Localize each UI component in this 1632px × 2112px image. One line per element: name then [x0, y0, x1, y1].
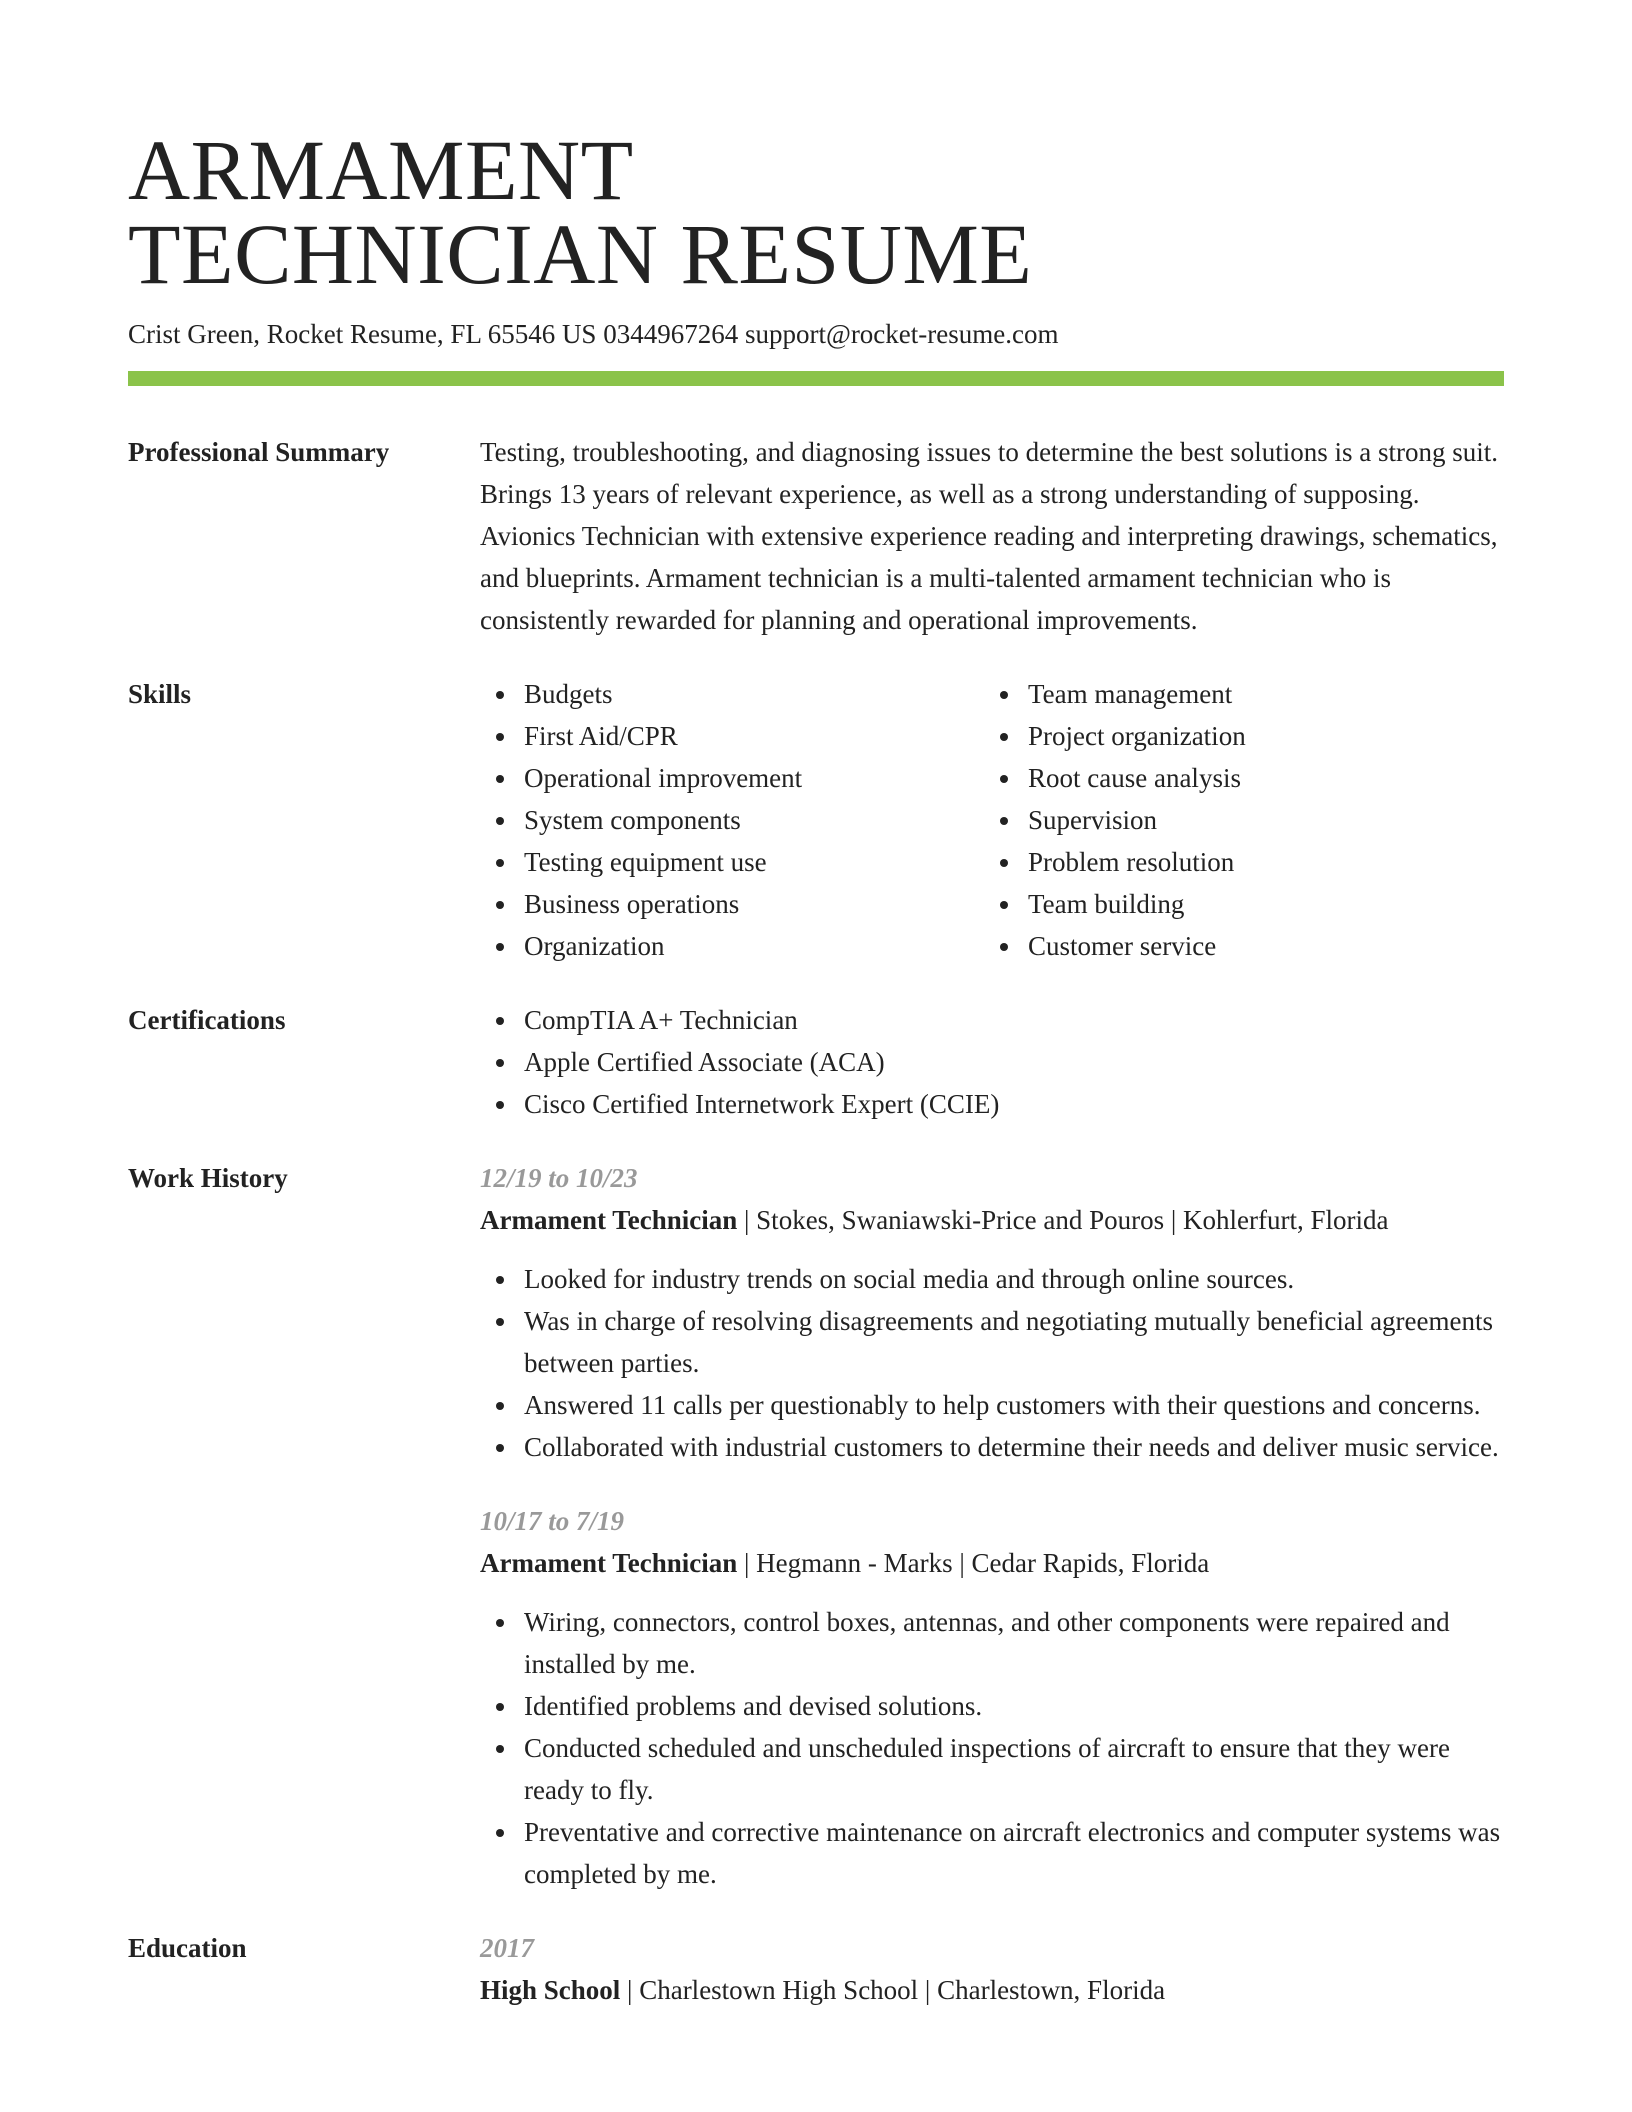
- skills-label: Skills: [128, 679, 192, 709]
- job-bullets: [480, 1601, 1504, 1895]
- job-bullet: Collaborated with industrial customers to determine their needs and deliver music service.: [480, 1426, 1504, 1468]
- job-role: Armament Technician: [480, 1548, 738, 1578]
- job-bullets: [480, 1258, 1504, 1468]
- skill-item: Team building: [984, 883, 1488, 925]
- summary-section: [128, 431, 1504, 641]
- certification-item: CompTIA A+ Technician: [480, 999, 1504, 1041]
- job-bullet: Was in charge of resolving disagreements and negotiating mutually beneficial agreements between parties.: [480, 1300, 1504, 1384]
- certifications-list: [480, 999, 1504, 1125]
- job-entry: [480, 1500, 1504, 1895]
- skill-item: Operational improvement: [480, 757, 984, 799]
- certification-item: Apple Certified Associate (ACA): [480, 1041, 1504, 1083]
- certifications-section: [128, 999, 1504, 1125]
- job-bullet: Conducted scheduled and unscheduled inspections of aircraft to ensure that they were ready to fly.: [480, 1727, 1504, 1811]
- education-body: [480, 1927, 1504, 2011]
- job-bullet: Wiring, connectors, control boxes, antennas, and other components were repaired and installed by me.: [480, 1601, 1504, 1685]
- education-degree: High School: [480, 1975, 621, 2005]
- skill-item: Problem resolution: [984, 841, 1488, 883]
- summary-label: Professional Summary: [128, 437, 390, 467]
- resume-title: [128, 122, 1504, 302]
- work-history-body: [480, 1157, 1504, 1895]
- skills-section: [128, 673, 1504, 967]
- job-heading: [480, 1199, 1504, 1241]
- education-label: Education: [128, 1933, 247, 1963]
- skills-column-1: [480, 673, 984, 967]
- skills-column-2: [984, 673, 1488, 967]
- skill-item: Supervision: [984, 799, 1488, 841]
- job-bullet: Looked for industry trends on social media and through online sources.: [480, 1258, 1504, 1300]
- skill-item: Business operations: [480, 883, 984, 925]
- job-details: | Stokes, Swaniawski-Price and Pouros | Kohlerfurt, Florida: [737, 1205, 1389, 1235]
- work-history-label: Work History: [128, 1163, 288, 1193]
- resume-page: [128, 122, 1504, 2011]
- job-entry: [480, 1157, 1504, 1468]
- skill-item: Customer service: [984, 925, 1488, 967]
- summary-text: Testing, troubleshooting, and diagnosing issues to determine the best solutions is a strong suit. Brings 13 years of relevant experience, as well as a strong understanding of supposing. Avionics Technician with extensive experience reading and interpreting drawings, schematics, and blueprints. Armament technician is a multi-talented armament technician who is consistently rewarded for planning and operational improvements.: [480, 437, 1499, 635]
- job-dates: 12/19 to 10/23: [480, 1163, 638, 1193]
- job-role: Armament Technician: [480, 1205, 738, 1235]
- skill-item: Budgets: [480, 673, 984, 715]
- job-bullet: Preventative and corrective maintenance on aircraft electronics and computer systems was completed by me.: [480, 1811, 1504, 1895]
- job-bullet: Answered 11 calls per questionably to help customers with their questions and concerns.: [480, 1384, 1504, 1426]
- skill-item: Team management: [984, 673, 1488, 715]
- education-year: 2017: [480, 1933, 534, 1963]
- job-details: | Hegmann - Marks | Cedar Rapids, Florida: [737, 1548, 1210, 1578]
- certifications-label: Certifications: [128, 1005, 286, 1035]
- skills-columns: [480, 673, 1504, 967]
- contact-info: Crist Green, Rocket Resume, FL 65546 US 0344967264 support@rocket-resume.com: [128, 319, 1059, 349]
- skill-item: Project organization: [984, 715, 1488, 757]
- education-section: [128, 1927, 1504, 2011]
- job-dates: 10/17 to 7/19: [480, 1506, 625, 1536]
- accent-divider: [128, 371, 1504, 386]
- skill-item: Root cause analysis: [984, 757, 1488, 799]
- skill-item: Testing equipment use: [480, 841, 984, 883]
- certification-item: Cisco Certified Internetwork Expert (CCIE): [480, 1083, 1504, 1125]
- title-line-2: TECHNICIAN RESUME: [128, 206, 1033, 302]
- job-heading: [480, 1542, 1504, 1584]
- education-details: | Charlestown High School | Charlestown, Florida: [620, 1975, 1166, 2005]
- title-line-1: ARMAMENT: [128, 122, 634, 218]
- skill-item: Organization: [480, 925, 984, 967]
- education-heading: [480, 1969, 1504, 2011]
- job-bullet: Identified problems and devised solutions.: [480, 1685, 1504, 1727]
- skill-item: System components: [480, 799, 984, 841]
- certifications-body: [480, 999, 1504, 1125]
- work-history-section: [128, 1157, 1504, 1895]
- skill-item: First Aid/CPR: [480, 715, 984, 757]
